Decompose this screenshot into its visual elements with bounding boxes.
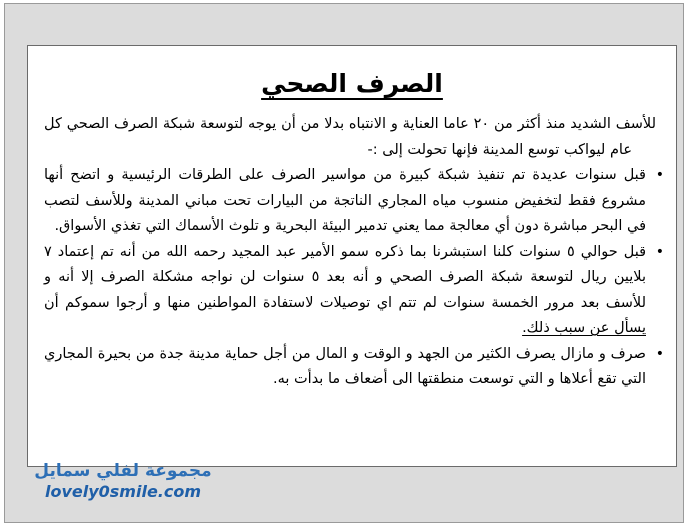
page-title: الصرف الصحي — [261, 69, 443, 98]
bullet-icon: • — [655, 243, 664, 260]
bullet-item — [44, 240, 664, 342]
bullet-item — [44, 163, 664, 240]
site-watermark — [33, 460, 213, 502]
bullet-text: صرف و مازال يصرف الكثير من الجهد و الوقت و المال من أجل حماية مدينة جدة من بحيرة المجاري التي تقع أعلاها و التي توسعت منطقتها الى أضعاف ما بدأت به. — [44, 345, 646, 387]
bullet-list — [44, 163, 664, 393]
document-body — [44, 112, 664, 393]
watermark-arabic: مجموعة لفلي سمايل — [34, 461, 212, 481]
outer-frame — [4, 3, 684, 523]
underlined-phrase: يسأل عن سبب ذلك. — [522, 320, 646, 336]
bullet-icon: • — [655, 345, 664, 362]
bullet-icon: • — [655, 167, 664, 183]
bullet-item — [44, 342, 664, 393]
intro-paragraph: للأسف الشديد منذ أكثر من ٢٠ عاما العناية و الانتباه بدلا من أن يوجه لتوسعة شبكة الصرف الصحي كل عام ليواكب توسع المدينة فإنها تحولت إلى :- — [44, 116, 656, 158]
bullet-text: قبل سنوات عديدة تم تنفيذ شبكة كبيرة من مواسير الصرف على الطرقات الرئيسية و اتضح أنها مشروع فقط لتخفيض منسوب مياه المجاري الناتجة من البيارات تحت مباني المدينة وللأسف لتصب في البحر مباشرة دون أي معالجة مما يعني تدمير البيئة البحرية و تلوث الأسماك التي تغذي الأسواق. — [44, 167, 646, 234]
watermark-url: lovely0smile.com — [44, 482, 202, 501]
bullet-text: قبل حوالي ٥ سنوات كلنا استبشرنا بما ذكره سمو الأمير عبد المجيد رحمه الله من أنه تم إعتماد ٧ بلايين ريال لتوسعة شبكة الصرف الصحي و أنه بعد ٥ سنوات لن نواجه مشكلة الصرف إلا أنه و للأسف بعد مرور الخمسة سنوات لم تتم اي توصيلات لاستفادة المواطنين منها و أرجوا سموكم أن — [44, 243, 646, 311]
document-page — [27, 45, 677, 467]
